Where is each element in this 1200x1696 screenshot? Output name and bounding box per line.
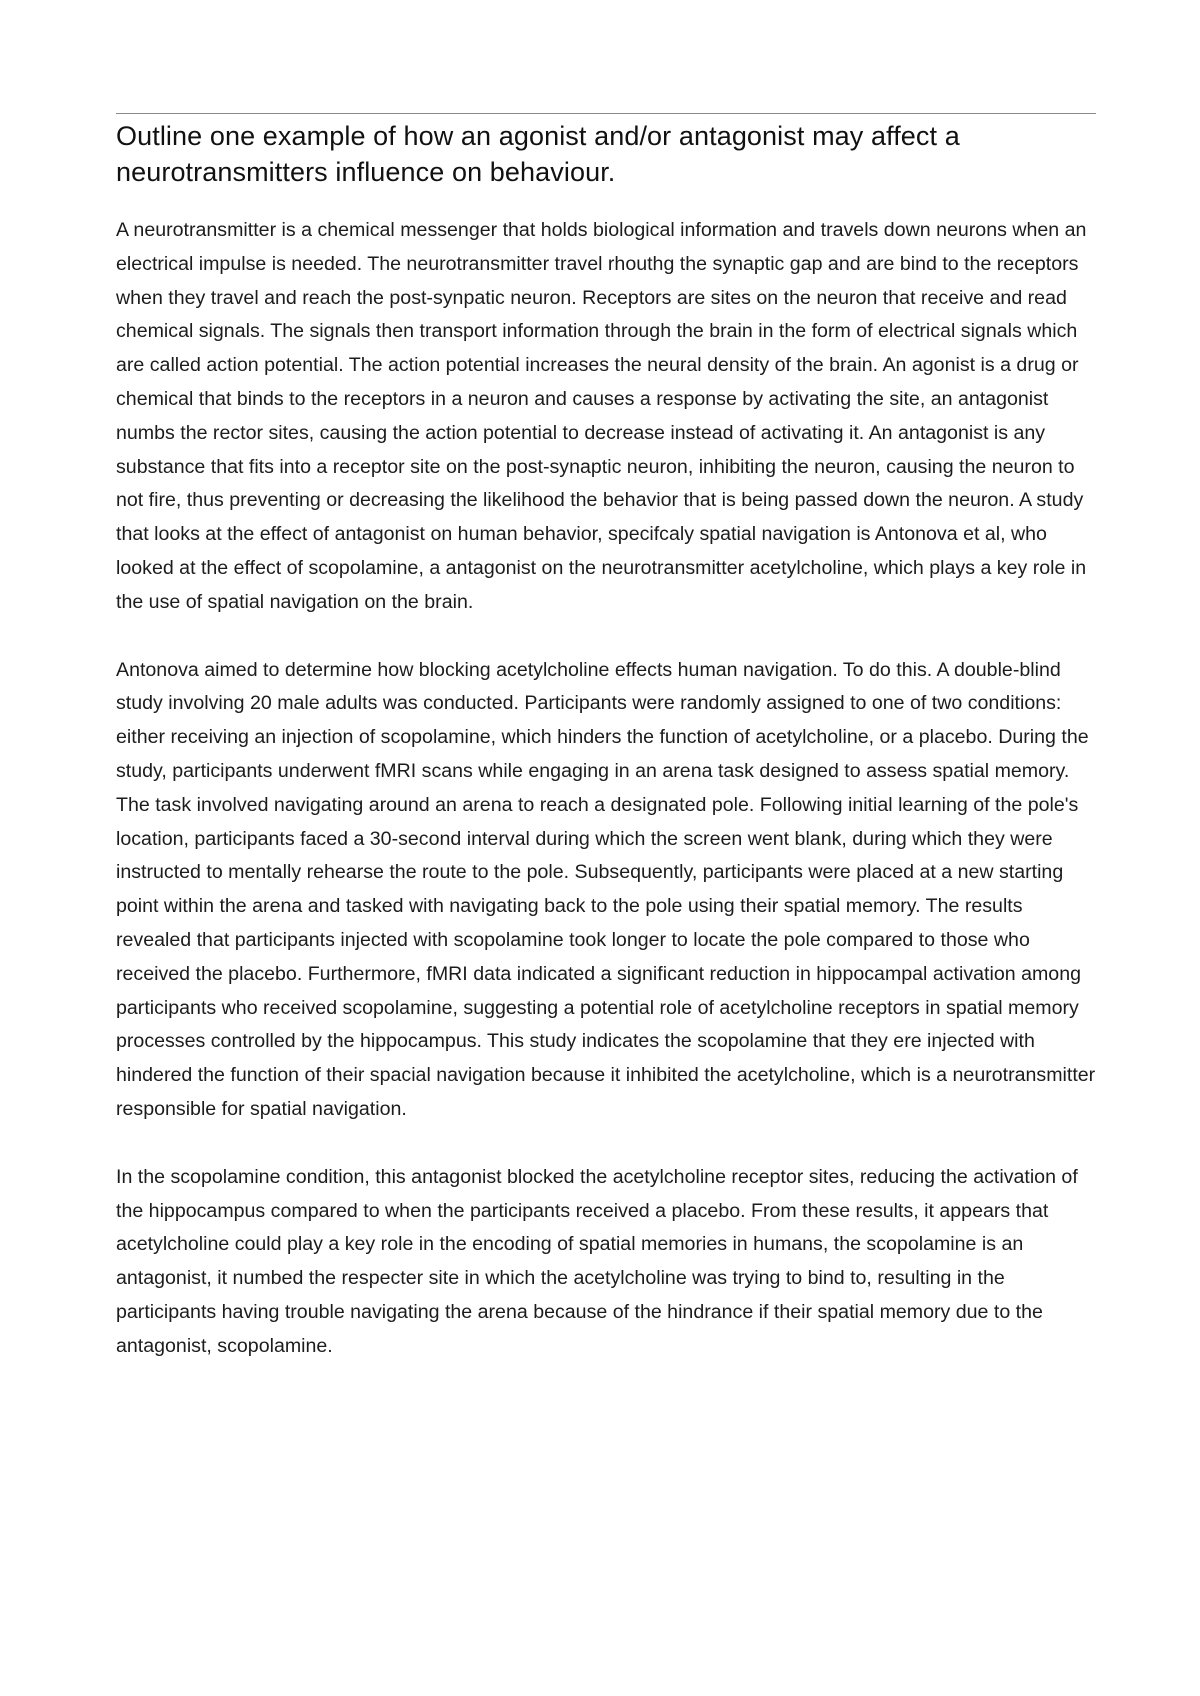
question-heading: Outline one example of how an agonist and/or antagonist may affect a neurotransmitters influence on behaviour. xyxy=(116,121,960,187)
top-divider xyxy=(116,113,1096,114)
document-body xyxy=(116,118,1096,1364)
paragraph-conclusion: In the scopolamine condition, this antagonist blocked the acetylcholine receptor sites, reducing the activation of the hippocampus compared to when the participants received a placebo. From these results, it appears that acetylcholine could play a key role in the encoding of spatial memories in humans, the scopolamine is an antagonist, it numbed the respecter site in which the acetylcholine was trying to bind to, resulting in the participants having trouble navigating the arena because of the hindrance if their spatial memory due to the antagonist, scopolamine. xyxy=(116,1165,1078,1357)
paragraph-definitions: A neurotransmitter is a chemical messenger that holds biological information and travels down neurons when an electrical impulse is needed. The neurotransmitter travel rhouthg the synaptic gap and are bind to the receptors when they travel and reach the post-synpatic neuron. Receptors are sites on the neuron that receive and read chemical signals. The signals then transport information through the brain in the form of electrical signals which are called action potential. The action potential increases the neural density of the brain. An agonist is a drug or chemical that binds to the receptors in a neuron and causes a response by activating the site, an antagonist numbs the rector sites, causing the action potential to decrease instead of activating it. An antagonist is any substance that fits into a receptor site on the post-synaptic neuron, inhibiting the neuron, causing the neuron to not fire, thus preventing or decreasing the likelihood the behavior that is being passed down the neuron. A study that looks at the effect of antagonist on human behavior, specifcaly spatial navigation is Antonova et al, who looked at the effect of scopolamine, a antagonist on the neurotransmitter acetylcholine, which plays a key role in the use of spatial navigation on the brain. xyxy=(116,219,1087,613)
paragraph-study-procedure: Antonova aimed to determine how blocking acetylcholine effects human navigation. To do this. A double-blind study involving 20 male adults was conducted. Participants were randomly assigned to one of two conditions: either receiving an injection of scopolamine, which hinders the function of acetylcholine, or a placebo. During the study, participants underwent fMRI scans while engaging in an arena task designed to assess spatial memory. The task involved navigating around an arena to reach a designated pole. Following initial learning of the pole's location, participants faced a 30-second interval during which the screen went blank, during which they were instructed to mentally rehearse the route to the pole. Subsequently, participants were placed at a new starting point within the arena and tasked with navigating back to the pole using their spatial memory. The results revealed that participants injected with scopolamine took longer to locate the pole compared to those who received the placebo. Furthermore, fMRI data indicated a significant reduction in hippocampal activation among participants who received scopolamine, suggesting a potential role of acetylcholine receptors in spatial memory processes controlled by the hippocampus. This study indicates the scopolamine that they ere injected with hindered the function of their spacial navigation because it inhibited the acetylcholine, which is a neurotransmitter responsible for spatial navigation. xyxy=(116,658,1096,1120)
